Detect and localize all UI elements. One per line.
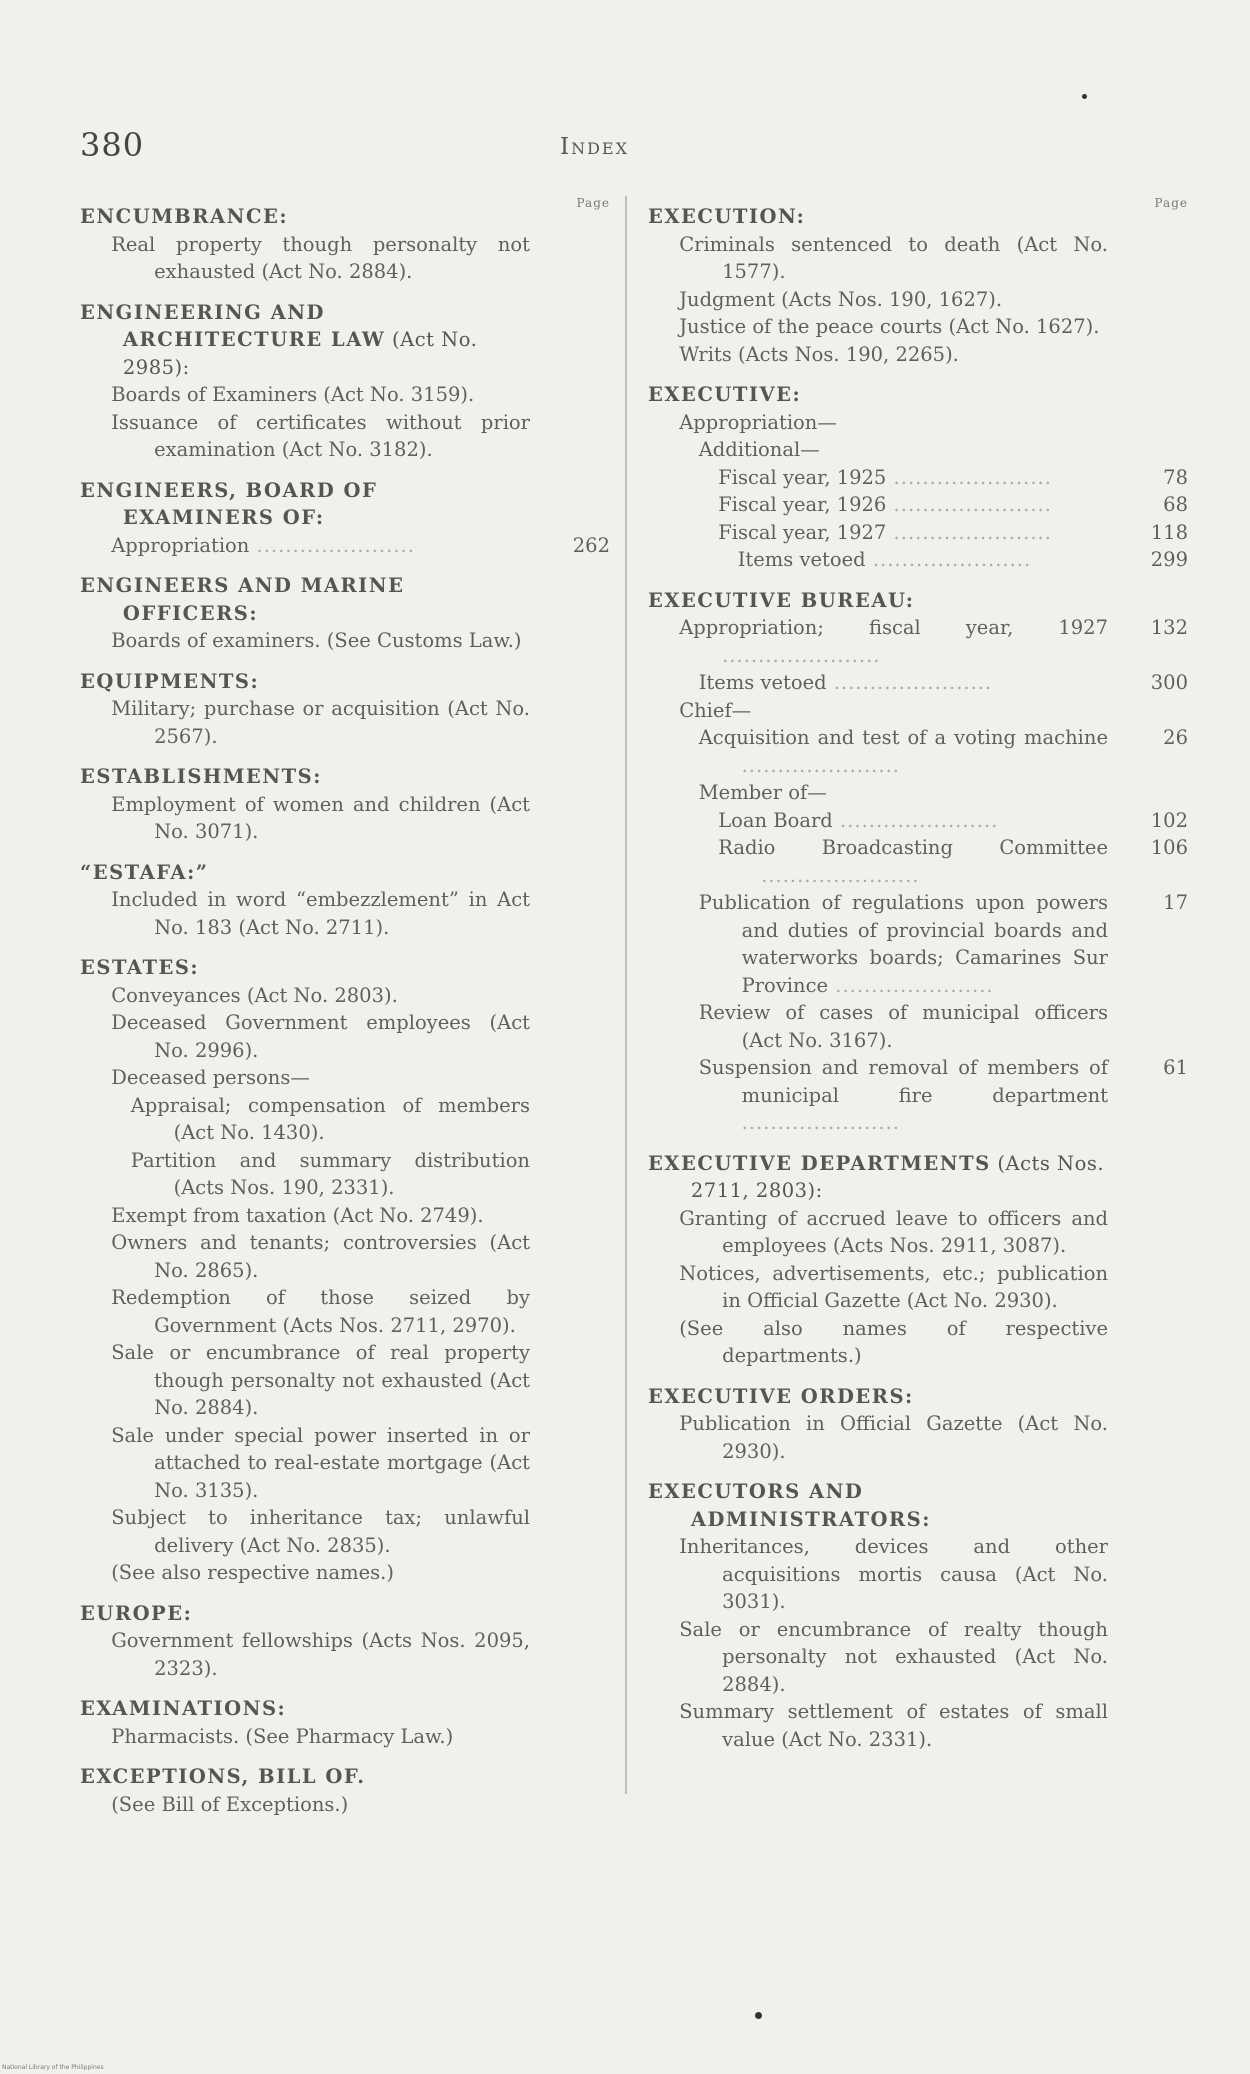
index-entry-text: Exempt from taxation (Act No. 2749). — [111, 1203, 484, 1227]
index-entry — [80, 1339, 530, 1422]
index-entry — [648, 697, 1108, 725]
index-entry — [80, 1284, 530, 1339]
index-heading — [80, 1600, 530, 1628]
index-entry-text: Items vetoed — [698, 671, 827, 694]
column-divider — [625, 196, 627, 1794]
index-entry-text: Deceased persons— — [111, 1066, 310, 1089]
index-entry-text: Appropriation— — [679, 410, 837, 434]
index-entry — [80, 231, 530, 286]
index-heading-text: ENGINEERING AND ARCHITECTURE LAW — [80, 300, 386, 351]
scan-footer: National Library of the Philippines — [2, 2064, 104, 2071]
index-page-ref: 102 — [1150, 808, 1188, 832]
index-page-ref: 299 — [1150, 548, 1188, 571]
index-entry — [648, 464, 1188, 492]
index-heading-text: EXCEPTIONS, BILL OF. — [80, 1765, 366, 1788]
index-entry — [648, 1054, 1188, 1137]
index-entry — [80, 381, 530, 409]
index-entry-text: Boards of Examiners (Act No. 3159). — [111, 383, 475, 406]
index-entry — [648, 231, 1108, 286]
index-entry — [80, 791, 530, 846]
index-entry-text: Subject to inheritance tax; unlawful delivery (Act No. 2835). — [111, 1506, 530, 1557]
index-entry — [648, 1260, 1108, 1315]
index-entry — [648, 834, 1188, 889]
index-entry — [80, 1202, 530, 1230]
index-heading-text: ENCUMBRANCE: — [80, 205, 289, 228]
index-entry-text: Pharmacists. (See Pharmacy Law.) — [111, 1724, 454, 1748]
index-heading-text: EXECUTIVE DEPARTMENTS — [648, 1151, 991, 1175]
index-heading — [80, 477, 530, 532]
index-entry-text: Appraisal; compensation of members (Act No. 1430). — [130, 1093, 530, 1144]
index-entry — [80, 1229, 530, 1284]
index-entry-text: Summary settlement of estates of small value (Act No. 2331). — [679, 1700, 1108, 1751]
leader-dots: ...................... — [886, 465, 1052, 489]
index-entry-text: Items vetoed — [737, 548, 866, 571]
index-heading-text: EXECUTION: — [648, 205, 806, 228]
index-entry — [648, 807, 1188, 835]
index-entry-text: Radio Broadcasting Committee — [718, 836, 1108, 859]
index-entry — [648, 1533, 1108, 1616]
leader-dots: ...................... — [722, 643, 881, 667]
index-entry — [80, 1504, 530, 1559]
page-number: 380 — [80, 126, 145, 164]
index-entry — [80, 1064, 530, 1092]
speck — [755, 2012, 762, 2019]
index-entry — [648, 546, 1188, 574]
index-heading — [80, 954, 530, 982]
index-entry — [648, 1205, 1108, 1260]
index-entry — [80, 409, 530, 464]
index-heading-text: ESTATES: — [80, 956, 200, 979]
index-entry-text: Writs (Acts Nos. 190, 2265). — [679, 342, 959, 366]
index-entry-text: Included in word “embezzlement” in Act No. 183 (Act No. 2711). — [111, 888, 530, 939]
index-entry — [648, 409, 1108, 437]
index-heading — [648, 203, 1108, 231]
index-heading — [80, 859, 530, 887]
leader-dots: ...................... — [826, 671, 993, 694]
index-column-right — [648, 190, 1188, 1753]
index-entry — [648, 313, 1108, 341]
index-entry-text: Member of— — [698, 781, 827, 804]
index-entry — [648, 669, 1188, 697]
index-entry — [80, 1791, 530, 1819]
index-entry-text: Suspension and removal of members of municipal fire department — [698, 1056, 1108, 1107]
index-entry-text: Issuance of certificates without prior examination (Act No. 3182). — [111, 410, 530, 461]
index-entry — [80, 532, 610, 560]
index-entry — [648, 436, 1108, 464]
index-entry-text: Boards of examiners. (See Customs Law.) — [111, 629, 522, 652]
index-entry — [648, 614, 1188, 669]
index-page-ref: 68 — [1163, 493, 1188, 516]
index-page-ref: 300 — [1150, 671, 1188, 694]
index-entry-text: Justice of the peace courts (Act No. 1627). — [679, 315, 1100, 338]
index-entry-text: (See Bill of Exceptions.) — [111, 1792, 349, 1816]
index-entry-text: Chief— — [679, 698, 752, 722]
running-head: Index — [560, 134, 629, 160]
speck — [1082, 94, 1087, 99]
index-heading-text: EXECUTIVE: — [648, 383, 802, 406]
index-entry-text: Sale under special power inserted in or attached to real-estate mortgage (Act No. 3135). — [111, 1423, 530, 1502]
leader-dots: ...................... — [741, 1111, 900, 1134]
index-entry-text: Judgment (Acts Nos. 190, 1627). — [679, 287, 1003, 311]
index-heading — [80, 572, 530, 627]
index-heading — [80, 763, 530, 791]
index-entry-text: Acquisition and test of a voting machine — [698, 726, 1108, 749]
index-entry — [80, 1559, 530, 1587]
index-page-ref: 118 — [1150, 520, 1188, 544]
index-entry-text: Loan Board — [718, 808, 833, 832]
index-entry — [648, 341, 1108, 369]
leader-dots: ...................... — [886, 520, 1052, 544]
index-heading-text: EQUIPMENTS: — [80, 669, 260, 693]
index-entry-text: Military; purchase or acquisition (Act No. 2567). — [111, 697, 530, 748]
index-page-ref: 78 — [1163, 465, 1188, 489]
index-entry-text: (See also respective names.) — [111, 1561, 394, 1584]
index-entry-text: Partition and summary distribution (Acts Nos. 190, 2331). — [130, 1148, 530, 1199]
index-page-ref: 132 — [1150, 616, 1188, 639]
index-heading-text: EXECUTIVE BUREAU: — [648, 588, 915, 612]
index-entry-text: Fiscal year, 1926 — [718, 493, 887, 516]
index-heading-text: EXECUTIVE ORDERS: — [648, 1384, 914, 1408]
index-heading — [80, 1695, 530, 1723]
index-entry — [648, 519, 1188, 547]
leader-dots: ...................... — [761, 863, 920, 887]
index-entry — [80, 1627, 530, 1682]
index-heading — [80, 668, 530, 696]
index-entry — [80, 982, 530, 1010]
index-entry-text: Appropriation — [111, 533, 250, 557]
index-entry-text: Inheritances, devices and other acquisitions mortis causa (Act No. 3031). — [679, 1535, 1108, 1613]
index-entry-text: Real property though personalty not exhausted (Act No. 2884). — [111, 232, 530, 283]
index-entry — [80, 1147, 530, 1202]
index-entry-text: Sale or encumbrance of real property though personalty not exhausted (Act No. 2884). — [111, 1341, 530, 1419]
index-entry-text: Redemption of those seized by Government (Acts Nos. 2711, 2970). — [111, 1286, 530, 1337]
index-entry — [80, 1723, 530, 1751]
index-entry — [80, 1422, 530, 1505]
index-entry — [80, 886, 530, 941]
index-entry-text: Conveyances (Act No. 2803). — [111, 983, 398, 1007]
index-entry-text: Review of cases of municipal officers (Act No. 3167). — [698, 1001, 1108, 1052]
index-entry — [648, 1698, 1108, 1753]
index-entry — [648, 724, 1188, 779]
index-entry — [648, 1616, 1108, 1699]
index-entry-text: Owners and tenants; controversies (Act No. 2865). — [111, 1231, 530, 1282]
index-heading — [648, 1383, 1108, 1411]
index-column-left — [80, 190, 610, 1818]
index-entry — [648, 1410, 1108, 1465]
index-heading — [648, 1150, 1108, 1205]
index-heading — [80, 203, 530, 231]
index-heading — [80, 1763, 530, 1791]
index-heading-note: (Acts Nos. 2711, 2803): — [690, 1151, 1105, 1202]
leader-dots: ...................... — [828, 973, 994, 997]
index-entry-text: Additional— — [698, 438, 820, 461]
index-entry — [648, 889, 1188, 999]
index-entry-text: Criminals sentenced to death (Act No. 1577). — [679, 232, 1108, 283]
leader-dots: ...................... — [865, 548, 1032, 571]
page-column-label: Page — [1154, 196, 1188, 210]
index-entry-text: (See also names of respective departments.) — [679, 1316, 1108, 1367]
index-entry-text: Publication of regulations upon powers and duties of provincial boards and waterworks boards; Camarines Sur Province — [698, 891, 1108, 997]
leader-dots: ...................... — [832, 808, 999, 832]
index-entry — [648, 1315, 1108, 1370]
index-heading-text: ENGINEERS, BOARD OF EXAMINERS OF: — [80, 478, 378, 529]
index-entry-text: Fiscal year, 1925 — [718, 465, 887, 489]
leader-dots: ...................... — [886, 493, 1052, 516]
index-heading-text: ENGINEERS AND MARINE OFFICERS: — [80, 574, 405, 625]
index-entry — [648, 779, 1108, 807]
index-heading — [80, 299, 530, 382]
index-heading-text: “ESTAFA:” — [80, 860, 209, 884]
page-column-label: Page — [576, 196, 610, 210]
index-heading — [648, 587, 1108, 615]
index-entry — [80, 695, 530, 750]
index-entry — [80, 627, 530, 655]
index-entry-text: Employment of women and children (Act No. 3071). — [111, 792, 530, 843]
index-heading-text: EXAMINATIONS: — [80, 1697, 287, 1720]
index-entry-text: Appropriation; fiscal year, 1927 — [679, 616, 1108, 639]
leader-dots: ...................... — [249, 533, 415, 557]
index-entry-text: Granting of accrued leave to officers and employees (Acts Nos. 2911, 3087). — [679, 1206, 1108, 1257]
index-entry — [648, 286, 1108, 314]
index-heading — [648, 381, 1108, 409]
index-entry-text: Sale or encumbrance of realty though personalty not exhausted (Act No. 2884). — [679, 1617, 1108, 1696]
index-page-ref: 61 — [1163, 1056, 1188, 1079]
index-entry — [648, 999, 1108, 1054]
leader-dots: ...................... — [741, 753, 900, 777]
index-heading-text: EUROPE: — [80, 1601, 193, 1625]
index-heading-note: (Act No. 2985): — [122, 328, 478, 379]
index-entry — [80, 1009, 530, 1064]
index-page-ref: 106 — [1150, 836, 1188, 859]
index-entry-text: Deceased Government employees (Act No. 2996). — [111, 1011, 530, 1062]
index-page-ref: 262 — [572, 533, 610, 557]
index-entry — [648, 491, 1188, 519]
index-entry-text: Government fellowships (Acts Nos. 2095, 2323). — [111, 1629, 530, 1680]
index-entry-text: Notices, advertisements, etc.; publication in Official Gazette (Act No. 2930). — [679, 1261, 1108, 1312]
index-entry-text: Fiscal year, 1927 — [718, 520, 887, 544]
index-page-ref: 26 — [1163, 726, 1188, 749]
index-heading-text: EXECUTORS AND ADMINISTRATORS: — [648, 1480, 931, 1531]
index-entry — [80, 1092, 530, 1147]
index-heading-text: ESTABLISHMENTS: — [80, 765, 322, 788]
index-heading — [648, 1478, 1108, 1533]
index-entry-text: Publication in Official Gazette (Act No. 2930). — [679, 1412, 1108, 1463]
index-page-ref: 17 — [1163, 891, 1188, 914]
